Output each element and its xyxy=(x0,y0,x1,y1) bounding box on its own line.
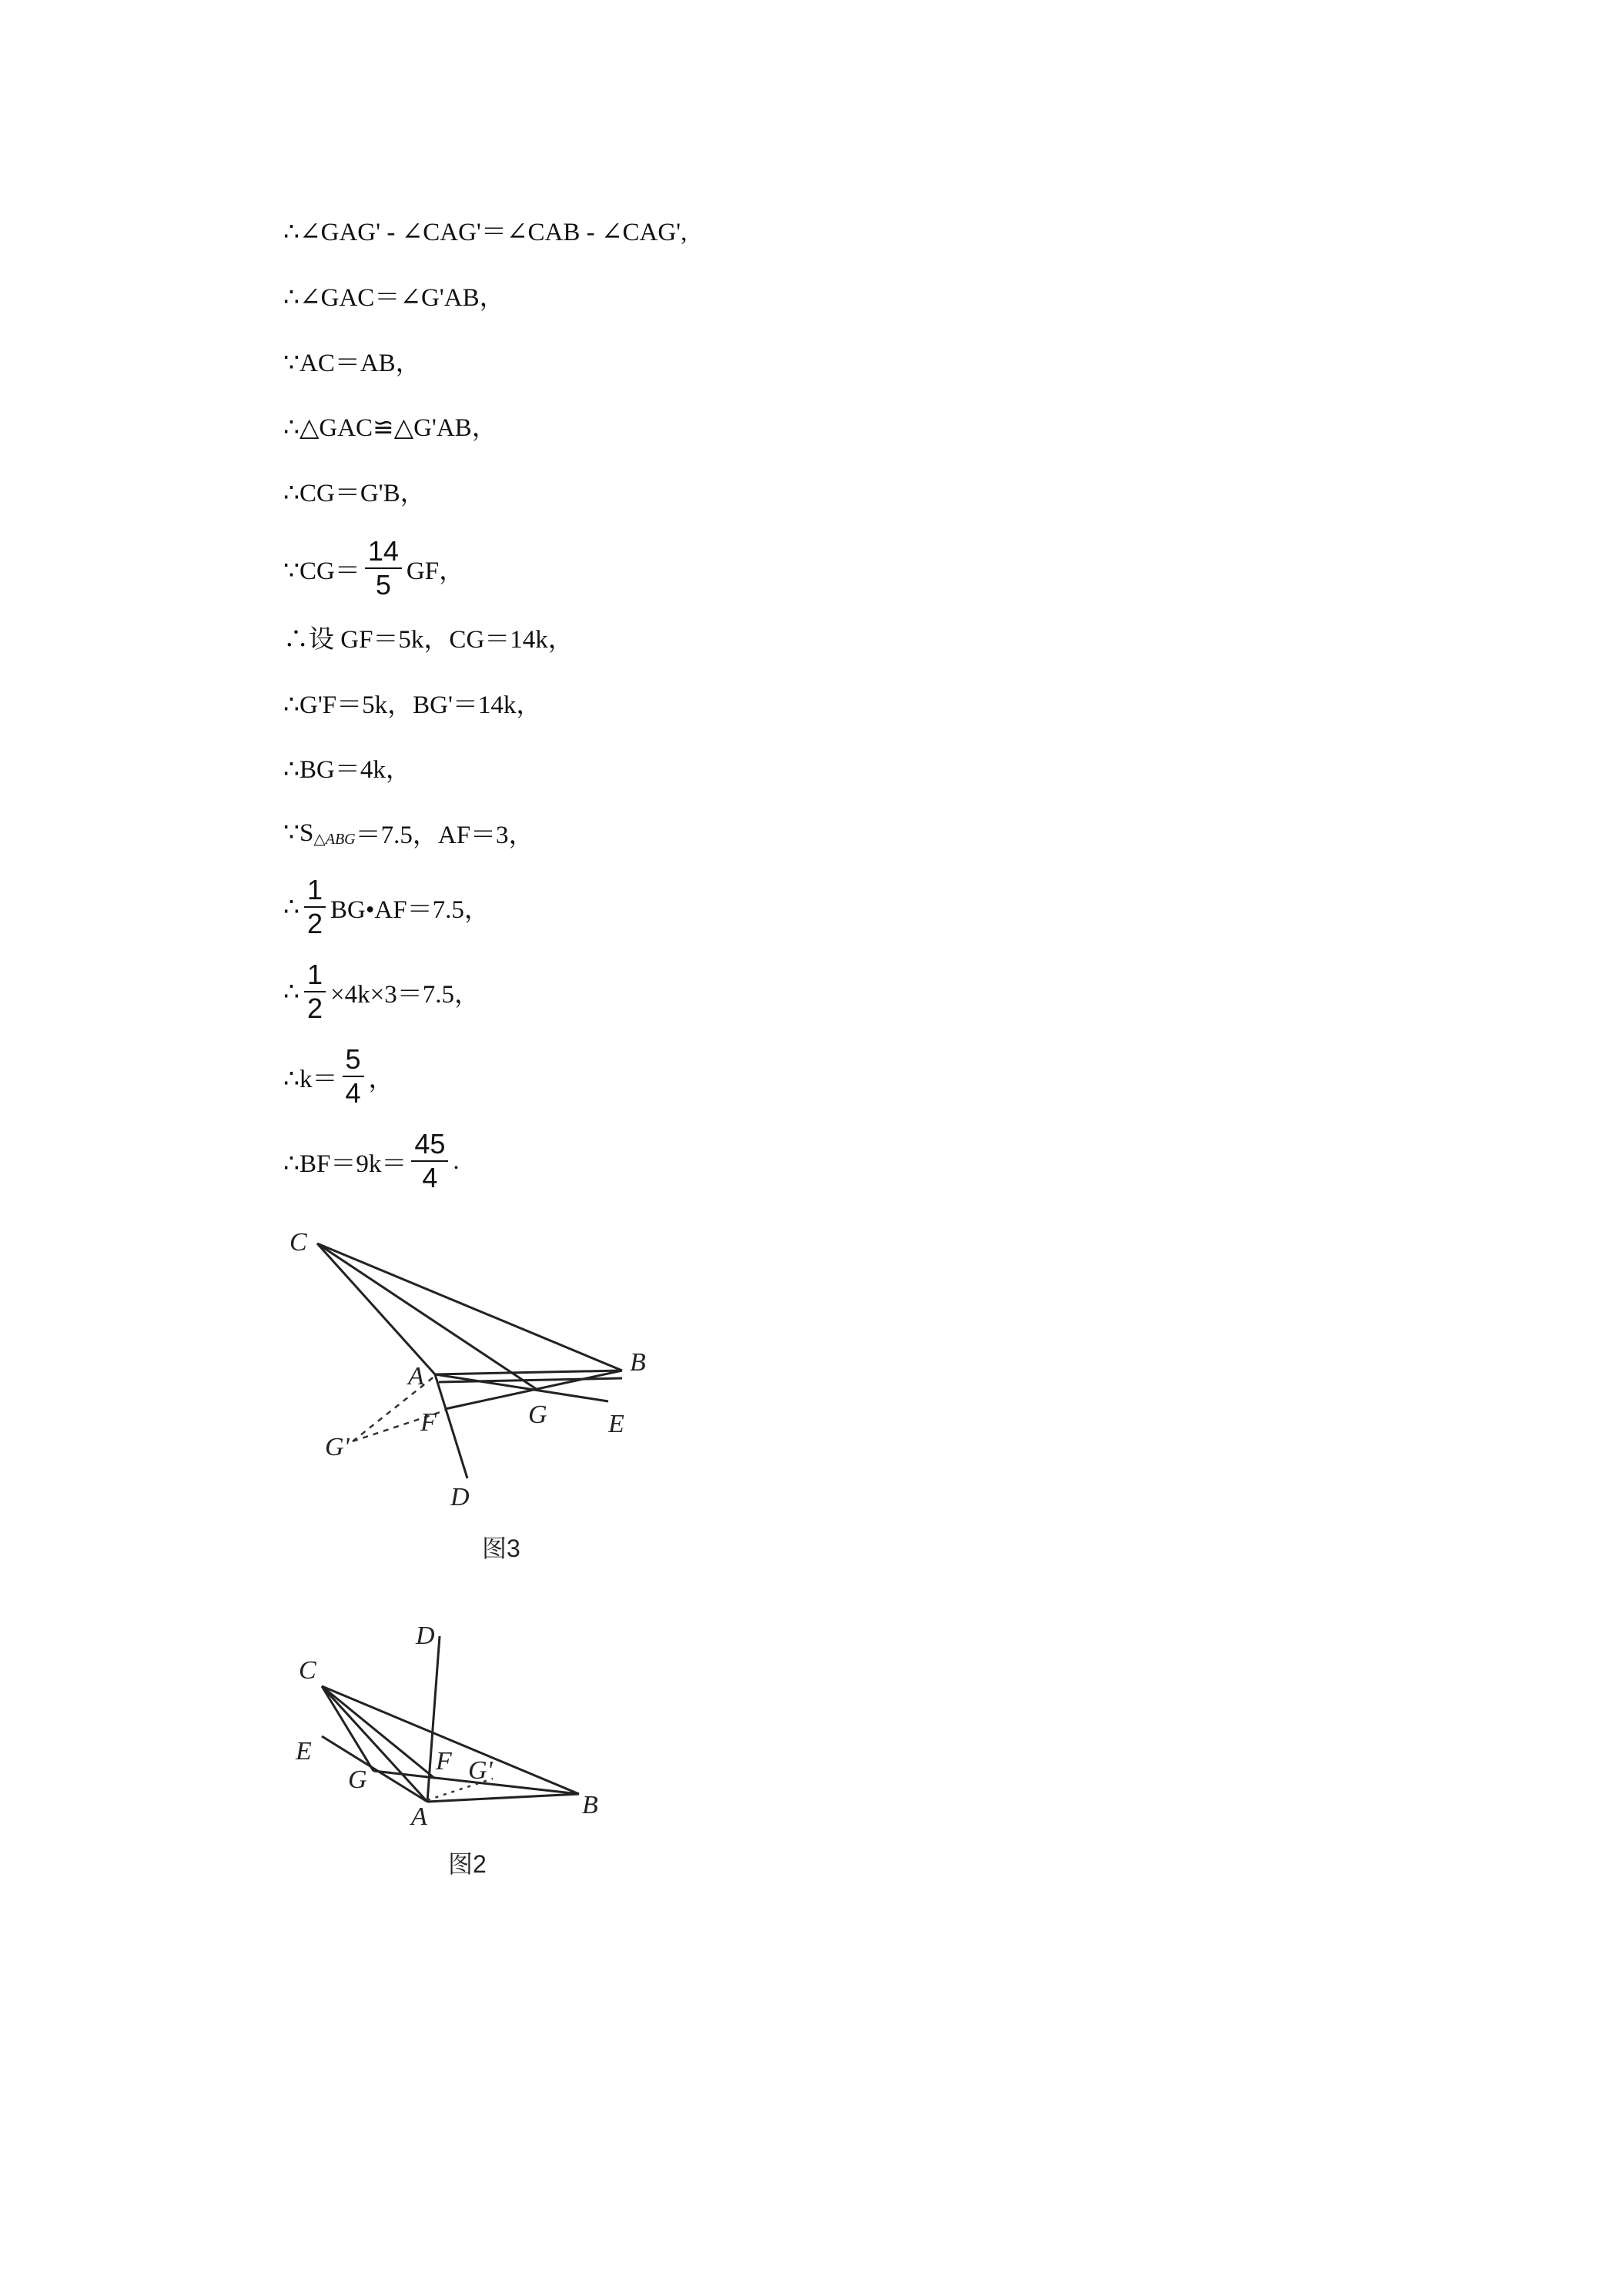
line-prefix: ∴k＝ xyxy=(283,1065,338,1093)
line-prefix: ∴ xyxy=(283,894,300,922)
line-text: ∴G'F＝5k，BG'＝14k， xyxy=(283,691,542,719)
figure-3-caption: 图3 xyxy=(482,1535,520,1562)
line-prefix: ∵CG＝ xyxy=(283,557,360,585)
line-suffix: . xyxy=(453,1146,460,1175)
line-suffix: ＝7.5，AF＝3， xyxy=(355,821,534,849)
line-text: ∴CG＝G'B， xyxy=(283,479,426,507)
numerator: 1 xyxy=(304,960,326,992)
label-C: C xyxy=(299,1656,316,1685)
denominator: 2 xyxy=(307,908,323,939)
line-suffix: ×4k×3＝7.5， xyxy=(330,980,480,1009)
segment-AB xyxy=(427,1794,579,1802)
label-D: D xyxy=(416,1622,435,1650)
line-suffix: ， xyxy=(368,1065,394,1093)
numerator: 45 xyxy=(411,1130,448,1162)
label-A: A xyxy=(408,1362,424,1391)
line-text: ∵AC＝AB， xyxy=(283,349,421,377)
segment-EA xyxy=(322,1736,427,1802)
numerator: 5 xyxy=(343,1045,364,1077)
line-text: ∴BG＝4k， xyxy=(283,755,411,784)
label-G-prime: G' xyxy=(468,1756,493,1785)
label-B: B xyxy=(630,1348,646,1377)
line-suffix: BG•AF＝7.5， xyxy=(330,895,490,924)
label-F: F xyxy=(436,1747,452,1776)
line-text: ∴设 GF＝5k，CG＝14k， xyxy=(283,625,574,654)
label-B: B xyxy=(582,1791,598,1819)
line-prefix: ∴BF＝9k＝ xyxy=(283,1150,407,1178)
numerator: 14 xyxy=(365,537,402,569)
denominator: 4 xyxy=(345,1077,361,1109)
denominator: 2 xyxy=(307,992,323,1024)
segment-CF xyxy=(322,1686,435,1779)
segment-CA xyxy=(322,1686,427,1802)
segment-CG xyxy=(322,1686,373,1771)
label-G-prime: G' xyxy=(325,1433,350,1461)
label-C: C xyxy=(289,1228,307,1257)
denominator: 5 xyxy=(375,569,391,601)
line-prefix: ∴ xyxy=(283,979,300,1006)
label-G: G xyxy=(348,1766,367,1794)
label-E: E xyxy=(296,1737,312,1766)
subscript: △ABG xyxy=(313,830,356,848)
label-G: G xyxy=(528,1401,547,1429)
label-D: D xyxy=(450,1483,470,1511)
line-suffix: GF， xyxy=(406,557,465,585)
label-F: F xyxy=(420,1408,437,1437)
label-E: E xyxy=(608,1410,624,1438)
label-A: A xyxy=(411,1802,427,1831)
numerator: 1 xyxy=(304,875,326,908)
line-text: ∴∠GAC＝∠G'AB， xyxy=(283,283,505,312)
line-text: ∴△GAC≌△G'AB， xyxy=(283,413,497,442)
figure-2-caption: 图2 xyxy=(448,1850,487,1878)
denominator: 4 xyxy=(422,1162,438,1193)
line-prefix: ∵S xyxy=(283,819,314,847)
line-text: ∴∠GAG' - ∠CAG'＝∠CAB - ∠CAG', xyxy=(283,218,688,246)
